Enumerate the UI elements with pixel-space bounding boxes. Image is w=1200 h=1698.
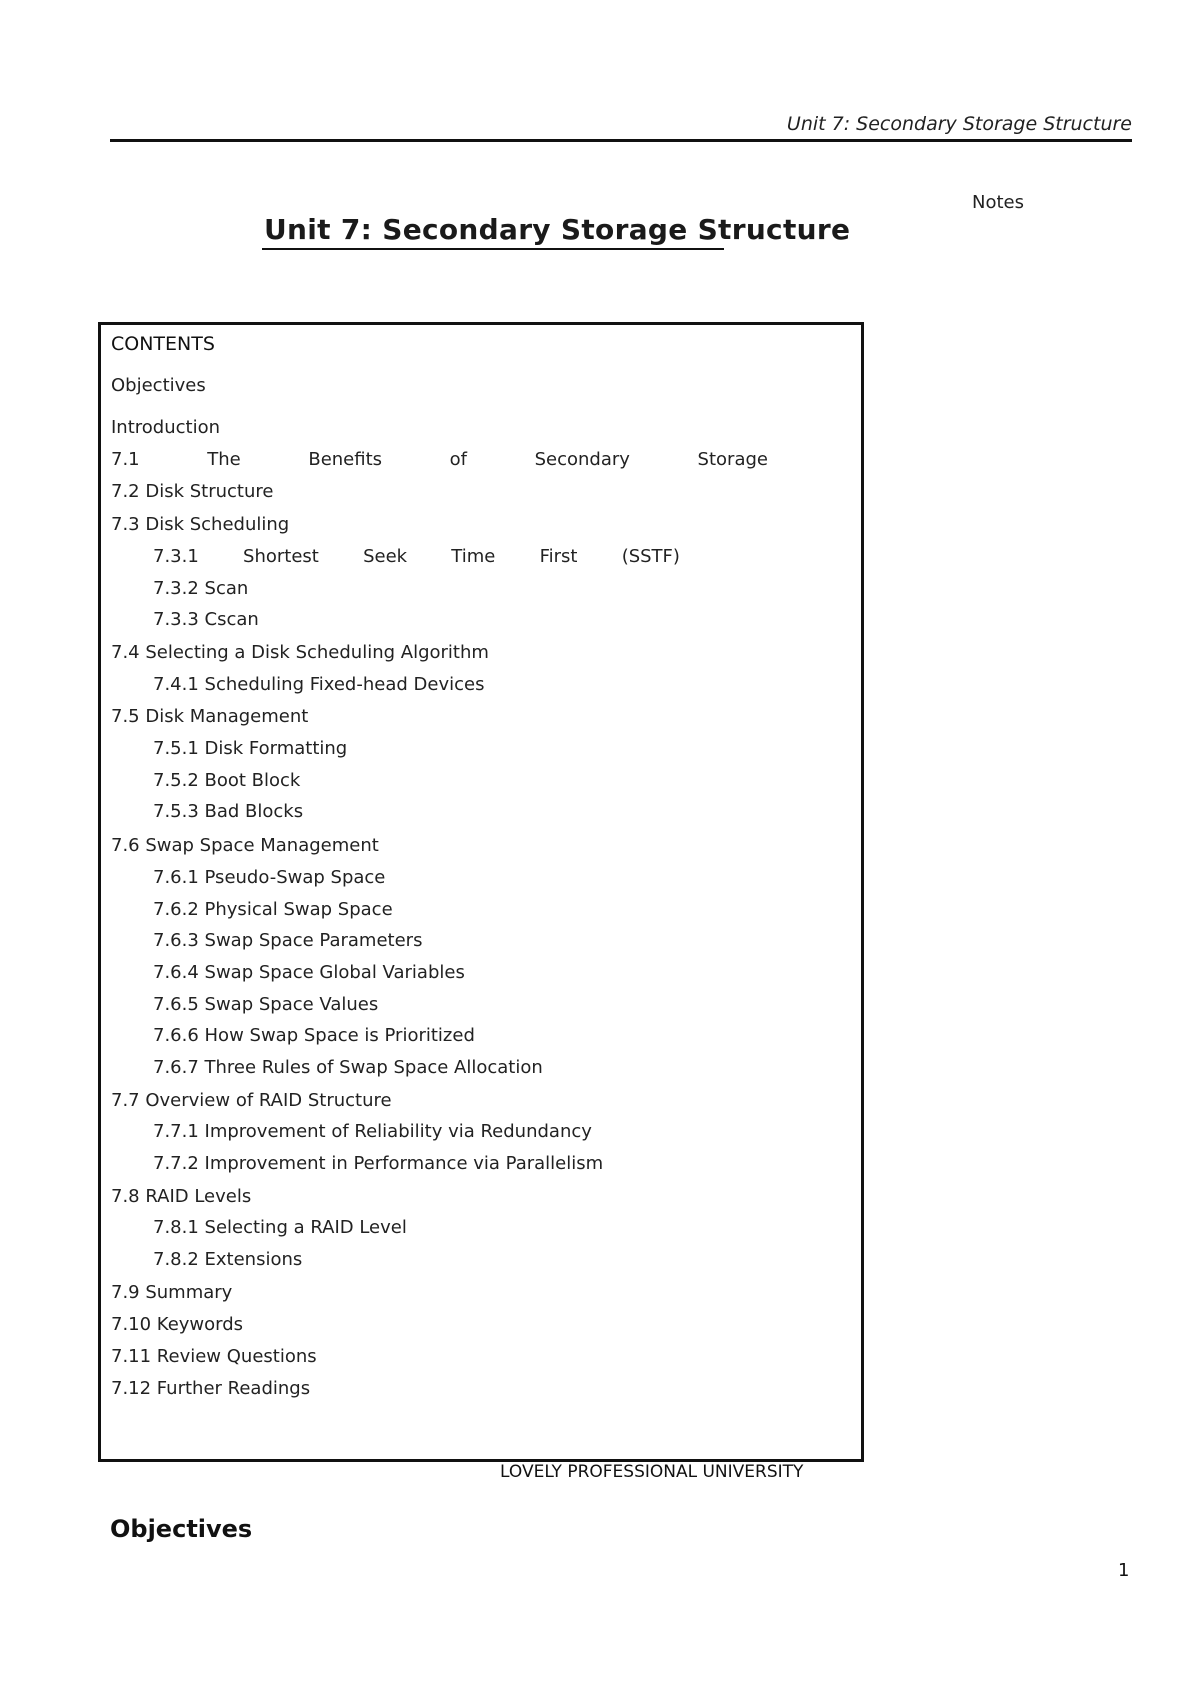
toc-item: 7.5.1 Disk Formatting bbox=[153, 738, 348, 759]
toc-item: 7.6.1 Pseudo-Swap Space bbox=[153, 867, 386, 888]
toc-item: 7.5 Disk Management bbox=[111, 706, 309, 727]
notes-label: Notes bbox=[972, 192, 1024, 213]
title-underline bbox=[262, 248, 724, 250]
toc-item: 7.6 Swap Space Management bbox=[111, 835, 379, 856]
toc-item: 7.7.2 Improvement in Performance via Parallelism bbox=[153, 1153, 604, 1174]
toc-item: Introduction bbox=[111, 417, 221, 438]
toc-item: 7.6.3 Swap Space Parameters bbox=[153, 930, 423, 951]
toc-item: 7.9 Summary bbox=[111, 1282, 233, 1303]
section-heading: Objectives bbox=[110, 1515, 253, 1543]
toc-word: Shortest bbox=[243, 546, 319, 567]
toc-item: 7.5.2 Boot Block bbox=[153, 770, 301, 791]
toc-word: Seek bbox=[363, 546, 408, 567]
toc-item: 7.12 Further Readings bbox=[111, 1378, 311, 1399]
toc-word: 7.3.1 bbox=[153, 546, 199, 567]
toc-item: 7.6.2 Physical Swap Space bbox=[153, 899, 393, 920]
toc-item bbox=[153, 546, 680, 568]
contents-heading: CONTENTS bbox=[111, 333, 215, 355]
toc-item: 7.2 Disk Structure bbox=[111, 481, 274, 502]
toc-word: Storage bbox=[697, 449, 768, 470]
toc-item: 7.6.5 Swap Space Values bbox=[153, 994, 379, 1015]
toc-item: 7.11 Review Questions bbox=[111, 1346, 317, 1367]
toc-word: Benefits bbox=[308, 449, 383, 470]
toc-item: 7.8 RAID Levels bbox=[111, 1186, 252, 1207]
toc-word: (SSTF) bbox=[621, 546, 680, 567]
toc-word: Time bbox=[451, 546, 496, 567]
toc-word: The bbox=[207, 449, 241, 470]
toc-item: 7.5.3 Bad Blocks bbox=[153, 801, 304, 822]
toc-item: 7.6.7 Three Rules of Swap Space Allocation bbox=[153, 1057, 543, 1078]
toc-item: 7.7.1 Improvement of Reliability via Redundancy bbox=[153, 1121, 592, 1142]
toc-item: 7.3.3 Cscan bbox=[153, 609, 259, 630]
toc-item: 7.8.2 Extensions bbox=[153, 1249, 303, 1270]
toc-item: 7.10 Keywords bbox=[111, 1314, 244, 1335]
university-footer: LOVELY PROFESSIONAL UNIVERSITY bbox=[500, 1462, 804, 1482]
toc-word: Secondary bbox=[534, 449, 630, 470]
toc-item: Objectives bbox=[111, 375, 206, 396]
toc-item: 7.6.4 Swap Space Global Variables bbox=[153, 962, 465, 983]
header-rule bbox=[110, 139, 1132, 142]
toc-item: 7.7 Overview of RAID Structure bbox=[111, 1090, 392, 1111]
toc-word: of bbox=[449, 449, 467, 470]
toc-word: 7.1 bbox=[111, 449, 140, 470]
toc-item: 7.4 Selecting a Disk Scheduling Algorithm bbox=[111, 642, 489, 663]
page-number: 1 bbox=[1118, 1560, 1130, 1581]
toc-item: 7.3.2 Scan bbox=[153, 578, 249, 599]
toc-word: First bbox=[539, 546, 578, 567]
toc-item: 7.3 Disk Scheduling bbox=[111, 514, 290, 535]
toc-item: 7.8.1 Selecting a RAID Level bbox=[153, 1217, 407, 1238]
toc-item bbox=[111, 449, 768, 471]
running-header: Unit 7: Secondary Storage Structure bbox=[786, 113, 1132, 135]
toc-item: 7.6.6 How Swap Space is Prioritized bbox=[153, 1025, 475, 1046]
toc-item: 7.4.1 Scheduling Fixed-head Devices bbox=[153, 674, 485, 695]
page-title: Unit 7: Secondary Storage Structure bbox=[264, 213, 851, 246]
